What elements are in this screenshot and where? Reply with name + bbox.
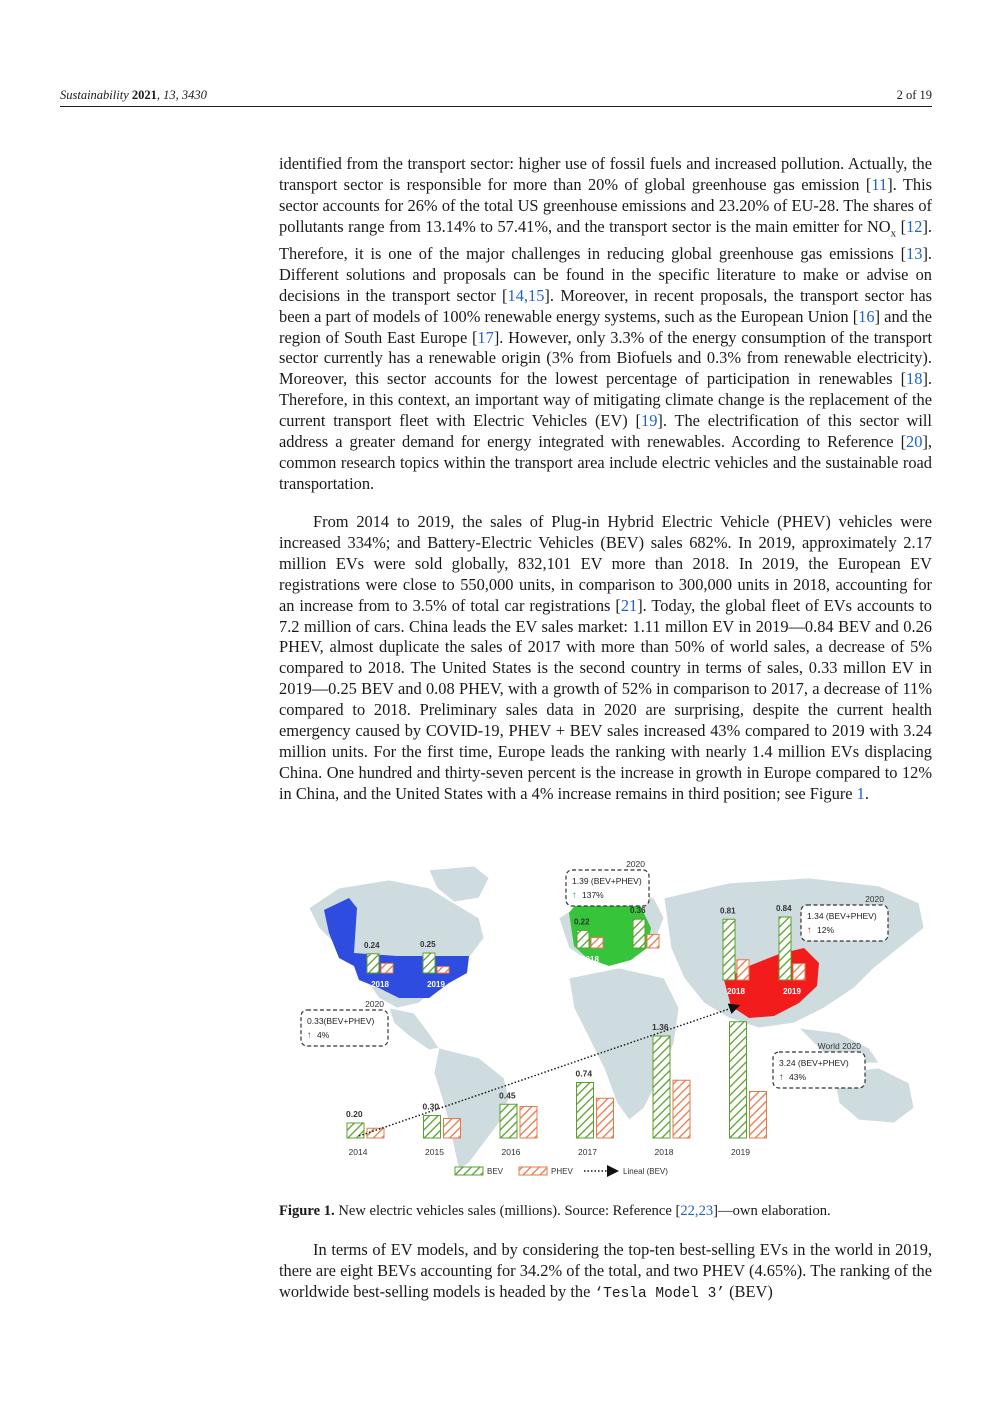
region-bar-label: 0.22: [574, 917, 590, 927]
region-bar-label: 0.24: [364, 940, 380, 950]
bar-phev-2015: [444, 1119, 461, 1139]
bar-bev-2019: [730, 1022, 747, 1138]
up-arrow-icon: ↑: [807, 925, 812, 936]
citation-link[interactable]: 11: [871, 174, 888, 194]
bar-bev-2016: [500, 1104, 517, 1138]
bar-label-2014: 0.20: [346, 1109, 363, 1119]
figure-caption: Figure 1. New electric vehicles sales (millions). Source: Reference [22,23]—own elaboration.: [279, 1203, 831, 1219]
tick-label-2014: 2014: [348, 1147, 368, 1157]
info-box-world: [773, 1041, 865, 1088]
region-bar-bev-us-2019: [423, 953, 435, 973]
region-bar-bev-china-2019: [779, 917, 791, 980]
info-box-growth: 137%: [582, 890, 604, 900]
region-bar-bev-us-2018: [367, 954, 379, 973]
citation-link[interactable]: 21: [620, 595, 638, 615]
bar-bev-2017: [577, 1083, 594, 1139]
region-bar-label: 0.25: [420, 940, 436, 949]
legend-label-bev: BEV: [487, 1167, 504, 1176]
landmass-central-america: [389, 1008, 439, 1050]
citation-link[interactable]: 13: [906, 243, 923, 263]
bar-label-2016: 0.45: [499, 1090, 516, 1101]
legend-label-phev: PHEV: [551, 1167, 573, 1176]
legend-label-trend: Lineal (BEV): [623, 1167, 668, 1176]
citation-link[interactable]: 22,23: [680, 1203, 714, 1219]
legend-swatch-phev: [519, 1167, 547, 1175]
region-year-label: 2019: [427, 980, 445, 989]
info-box-usa: [301, 999, 388, 1046]
bar-bev-2018: [653, 1036, 670, 1138]
info-box-year: 2020: [626, 859, 645, 869]
paragraph-1: identified from the transport sector: higher use of fossil fuels and increased pollution. Actually, the transport sector is responsible for more than 20% of global greenhouse gas emission [11]. This sector accounts for 26% of the total US greenhouse emissions and 23.20% of EU-28. The shares of pollutants range from 13.14% to 57.41%, and the transport sector is the main emitter for $NO_x$ [12]. Therefore, it is one of the major challenges in reducing global greenhouse gas emissions [13]. Different solutions and proposals can be found in the specific literature to make or advise on decisions in the transport sector [14,15]. Moreover, in recent proposals, the transport sector has been a part of models of 100% renewable energy systems, such as the European Union [16] and the region of South East Europe [17]. However, only 3.3% of the energy consumption of the transport sector currently has a renewable origin (3% from Biofuels and 0.3% from renewable electricity). Moreover, this sector accounts for the lowest percentage of participation in renewables [18]. Therefore, in this context, an important way of mitigating climate change is the replacement of the current transport fleet with Electric Vehicles (EV) [19]. The electrification of this sector will address a greater demand for energy integrated with renewables. According to Reference [20], common research topics within the transport area include electric vehicles and the sustainable road transportation.: [279, 154, 933, 493]
bar-phev-2016: [520, 1107, 537, 1139]
region-bar-phev-us-2019: [437, 967, 449, 973]
info-box-europe: [566, 859, 649, 906]
region-year-label: 2019: [637, 955, 655, 964]
region-bar-phev-china-2018: [737, 960, 749, 980]
info-box-value: 0.33(BEV+PHEV): [307, 1016, 375, 1026]
region-year-label: 2019: [783, 987, 801, 996]
bar-label-2017: 0.74: [575, 1068, 593, 1079]
legend-swatch-bev: [455, 1167, 483, 1175]
region-year-label: 2018: [371, 980, 389, 989]
up-arrow-icon: ↑: [779, 1072, 784, 1083]
region-bar-bev-europe-2019: [633, 919, 645, 948]
figure-link[interactable]: 1: [856, 783, 865, 803]
region-year-label: 2018: [581, 955, 599, 964]
citation-link[interactable]: 12: [906, 216, 923, 236]
figure-1: [279, 858, 932, 1188]
page-number: 2 of 19: [896, 88, 932, 102]
info-box-growth: 4%: [317, 1030, 330, 1040]
region-bar-phev-europe-2018: [591, 938, 603, 948]
bar-bev-2015: [424, 1116, 441, 1139]
info-box-year: 2020: [865, 894, 884, 904]
region-bar-phev-europe-2019: [647, 934, 659, 948]
info-box-value: 1.39 (BEV+PHEV): [572, 876, 642, 886]
bar-phev-2017: [597, 1098, 614, 1138]
region-bar-phev-us-2018: [381, 963, 393, 973]
info-box-value: 3.24 (BEV+PHEV): [779, 1058, 849, 1068]
page-header: [60, 84, 932, 107]
citation-link[interactable]: 18: [906, 369, 923, 389]
info-box-value: 1.34 (BEV+PHEV): [807, 911, 877, 921]
region-year-label: 2018: [727, 987, 745, 996]
region-bar-label: 0.36: [630, 906, 646, 916]
bar-phev-2018: [673, 1080, 690, 1138]
citation-link[interactable]: 16: [858, 306, 875, 326]
tick-label-2016: 2016: [501, 1147, 521, 1157]
paragraph-2: From 2014 to 2019, the sales of Plug-in Hybrid Electric Vehicle (PHEV) vehicles were increased 334%; and Battery-Electric Vehicles (BEV) sales 682%. In 2019, approximately 2.17 million EVs were sold globally, 832,101 EV more than 2018. In 2019, the European EV registrations were close to 550,000 units, in comparison to 300,000 units in 2018, accounting for an increase from to 3.5% of total car registrations [21]. Today, the global fleet of EVs accounts to 7.2 million of cars. China leads the EV sales market: 1.11 millon EV in 2019—0.84 BEV and 0.26 PHEV, almost duplicate the sales of 2017 with more than 50% of world sales, a decrease of 5% compared to 2018. The United States is the second country in terms of sales, 0.33 millon EV in 2019—0.25 BEV and 0.08 PHEV, with a growth of 52% in comparison to 2017, a decrease of 11% compared to 2018. Preliminary sales data in 2020 are surprising, despite the current health emergency caused by COVID-19, PHEV + BEV sales increased 43% compared to 2019 with 3.24 million units. For the first time, Europe leads the ranking with nearly 1.4 million EVs displacing China. One hundred and thirty-seven percent is the increase in growth in Europe compared to 12% in China, and the United States with a 4% increase remains in third position; see Figure 1.: [279, 512, 932, 803]
bar-label-2018: 1.36: [652, 1022, 669, 1032]
tick-label-2019: 2019: [731, 1147, 750, 1157]
journal-citation: Sustainability 2021, 13, 3430: [60, 88, 207, 102]
up-arrow-icon: ↑: [307, 1030, 312, 1041]
region-bar-bev-europe-2018: [577, 930, 589, 948]
region-bar-phev-china-2019: [793, 964, 805, 981]
info-box-year: 2020: [365, 999, 384, 1009]
tick-label-2015: 2015: [425, 1147, 444, 1157]
region-bar-bev-china-2018: [723, 919, 735, 980]
citation-link[interactable]: 14,15: [507, 285, 545, 305]
bar-label-2015: 0.30: [422, 1101, 440, 1112]
bar-bev-2014: [347, 1123, 364, 1138]
info-box-year: World 2020: [817, 1041, 861, 1051]
tick-label-2018: 2018: [654, 1147, 674, 1157]
up-arrow-icon: ↑: [572, 890, 577, 901]
legend-arrow-icon: [607, 1165, 619, 1177]
ev-sales-chart: [279, 858, 932, 1188]
landmass-south-america: [434, 1048, 509, 1170]
region-bar-label: 0.81: [720, 906, 736, 916]
region-bar-label: 0.84: [776, 904, 792, 913]
info-box-growth: 43%: [789, 1072, 807, 1082]
citation-link[interactable]: 19: [641, 411, 658, 431]
paragraph-3: In terms of EV models, and by considering the top-ten best-selling EVs in the world in 2019, there are eight BEVs accounting for 34.2% of the total, and two PHEV (4.65%). The ranking of the worldwide best-selling models is headed by the ‘Tesla Model 3’ (BEV): [279, 1240, 932, 1302]
bar-phev-2019: [750, 1092, 767, 1139]
citation-link[interactable]: 17: [477, 327, 494, 347]
tick-label-2017: 2017: [578, 1147, 597, 1157]
info-box-growth: 12%: [817, 925, 835, 935]
citation-link[interactable]: 20: [906, 432, 923, 452]
